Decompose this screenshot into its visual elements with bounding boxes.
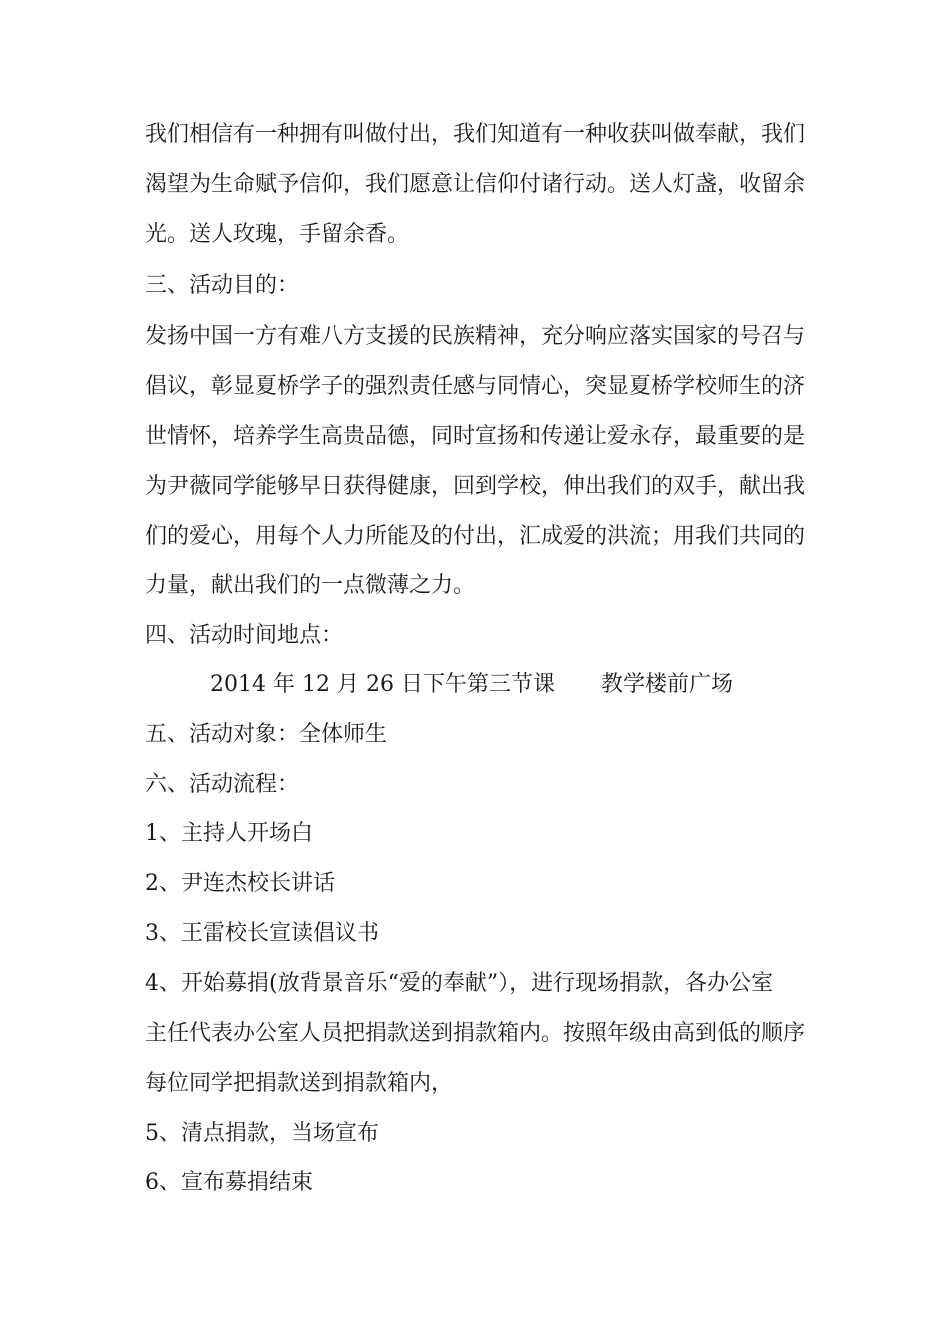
intro-line-3: 光。送人玫瑰，手留余香。 — [145, 222, 410, 247]
purpose-line-6: 力量，献出我们的一点微薄之力。 — [145, 573, 476, 598]
step-line-8: 6、宣布募捐结束 — [145, 1170, 313, 1195]
purpose-line-3: 世情怀，培养学生高贵品德，同时宣扬和传递让爱永存，最重要的是 — [145, 424, 806, 449]
intro-line-2: 渴望为生命赋予信仰，我们愿意让信仰付诸行动。送人灯盏，收留余 — [145, 172, 806, 197]
purpose-line-1: 发扬中国一方有难八方支援的民族精神，充分响应落实国家的号召与 — [145, 324, 806, 349]
step-line-2: 2、尹连杰校长讲话 — [145, 871, 335, 896]
step-line-7: 5、清点捐款，当场宣布 — [145, 1121, 379, 1146]
step-line-4: 4、开始募捐(放背景音乐“爱的奉献”），进行现场捐款，各办公室 — [145, 971, 774, 996]
process-heading: 六、活动流程： — [145, 772, 300, 797]
place-value: 教学楼前广场 — [600, 672, 733, 697]
audience-line: 五、活动对象：全体师生 — [145, 722, 388, 747]
step-line-6: 每位同学把捐款送到捐款箱内， — [145, 1071, 454, 1096]
purpose-heading: 三、活动目的： — [145, 273, 300, 298]
purpose-line-2: 倡议，彰显夏桥学子的强烈责任感与同情心，突显夏桥学校师生的济 — [145, 374, 806, 399]
purpose-line-5: 们的爱心，用每个人力所能及的付出，汇成爱的洪流；用我们共同的 — [145, 524, 806, 549]
time-place-line — [210, 670, 733, 700]
step-line-3: 3、王雷校长宣读倡议书 — [145, 921, 379, 946]
time-value: 2014 年 12 月 26 日下午第三节课 — [210, 672, 555, 697]
step-line-1: 1、主持人开场白 — [145, 821, 313, 846]
purpose-line-4: 为尹薇同学能够早日获得健康，回到学校，伸出我们的双手，献出我 — [145, 474, 806, 499]
time-heading: 四、活动时间地点： — [145, 623, 344, 648]
intro-line-1: 我们相信有一种拥有叫做付出，我们知道有一种收获叫做奉献，我们 — [145, 122, 806, 147]
step-line-5: 主任代表办公室人员把捐款送到捐款箱内。按照年级由高到低的顺序 — [145, 1021, 806, 1046]
